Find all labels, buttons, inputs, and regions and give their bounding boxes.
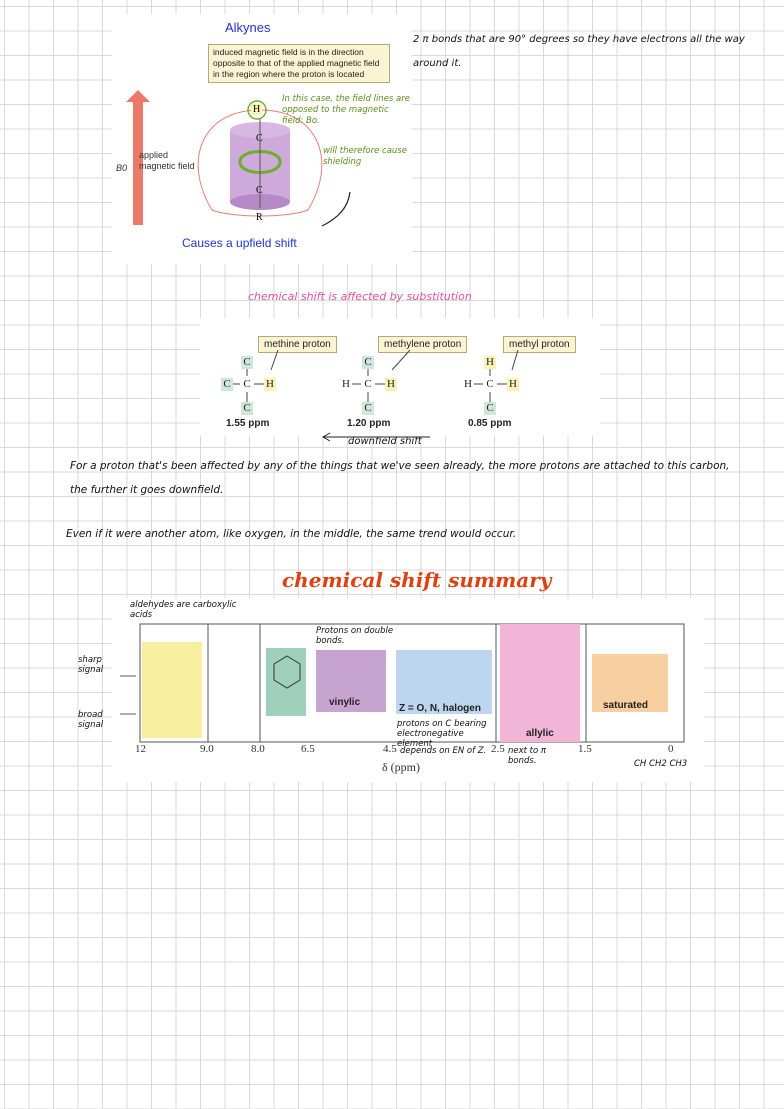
allylic-label: allylic (526, 728, 554, 739)
pi-bond-note: 2 π bonds that are 90° degrees so they have electrons all the way around it. (413, 34, 745, 69)
vinylic-note: Protons on double bonds. (316, 626, 394, 646)
substitution-bonds (200, 350, 600, 420)
methine-c-left: C (221, 378, 233, 391)
green-note-field-lines: In this case, the field lines are opposed to the magnetic field: Bo. (282, 94, 410, 126)
methyl-ppm: 0.85 ppm (468, 418, 512, 429)
saturated-label: saturated (603, 700, 649, 711)
downfield-label: downfield shift (348, 436, 422, 447)
sharp-signal-note: sharp signal (78, 655, 104, 675)
methylene-h-left: H (342, 378, 350, 390)
methylene-c-top: C (362, 356, 374, 369)
tick-0: 0 (668, 743, 674, 755)
hand-arrow (322, 192, 350, 226)
broad-signal-note: broad signal (78, 710, 104, 730)
halogen-label: Z = O, N, halogen (399, 703, 481, 714)
allylic-note: next to π bonds. (508, 746, 547, 766)
methine-label: methine proton (258, 336, 337, 353)
induced-field-callout: induced magnetic field is in the direction opposite to that of the applied magnetic field in the region where the proton is located (208, 44, 390, 83)
methylene-c-bottom: C (362, 402, 374, 415)
acid-box (142, 642, 202, 738)
methyl-h-left: H (464, 378, 472, 390)
methyl-c-center: C (486, 378, 494, 390)
tick-1-5: 1.5 (578, 743, 592, 755)
green-note-shielding: will therefore cause shielding (323, 146, 407, 167)
tick-9: 9.0 (200, 743, 214, 755)
methine-h: H (264, 378, 276, 391)
paragraph-oxygen-trend: Even if it were another atom, like oxygen, in the middle, the same trend would occur. (66, 528, 517, 540)
methyl-h-right: H (507, 378, 519, 391)
methyl-label: methyl proton (503, 336, 576, 353)
atom-c-bottom: C (256, 185, 263, 196)
tick-6-5: 6.5 (301, 743, 315, 755)
methyl-h-top: H (484, 356, 496, 369)
methine-ppm: 1.55 ppm (226, 418, 270, 429)
methylene-c-center: C (364, 378, 372, 390)
atom-c-top: C (256, 133, 263, 144)
aromatic-box (266, 648, 306, 716)
methine-c-bottom: C (241, 402, 253, 415)
methylene-label: methylene proton (378, 336, 467, 353)
vinylic-label: vinylic (329, 697, 361, 708)
methylene-h: H (385, 378, 397, 391)
alkynes-title: Alkynes (225, 20, 271, 35)
methine-c-top: C (241, 356, 253, 369)
depends-note: depends on EN of Z. (400, 746, 487, 756)
saturated-note: CH CH2 CH3 (634, 759, 688, 769)
upfield-caption: Causes a upfield shift (182, 236, 297, 250)
aldehyde-note: aldehydes are carboxylic acids (130, 600, 237, 620)
tick-8: 8.0 (251, 743, 265, 755)
tick-4-5: 4.5 (383, 743, 397, 755)
halogen-note: protons on C bearing electronegative element (397, 719, 487, 749)
tick-2-5: 2.5 (491, 743, 505, 755)
applied-field-label: applied magnetic field (139, 150, 195, 171)
methine-c-center: C (243, 378, 251, 390)
summary-title: chemical shift summary (282, 568, 552, 592)
substitution-title: chemical shift is affected by substitution (248, 290, 472, 303)
atom-h: H (253, 104, 261, 115)
methylene-ppm: 1.20 ppm (347, 418, 391, 429)
atom-r: R (256, 212, 263, 223)
allylic-box (500, 624, 580, 742)
axis-label: δ (ppm) (382, 760, 420, 774)
methyl-c-bottom: C (484, 402, 496, 415)
b0-symbol: B0 (116, 163, 128, 173)
tick-12: 12 (135, 743, 146, 755)
paragraph-protons-downfield: For a proton that's been affected by any of the things that we've seen already, the more protons are attached to this carbon, the further it goes downfield. (70, 460, 730, 496)
